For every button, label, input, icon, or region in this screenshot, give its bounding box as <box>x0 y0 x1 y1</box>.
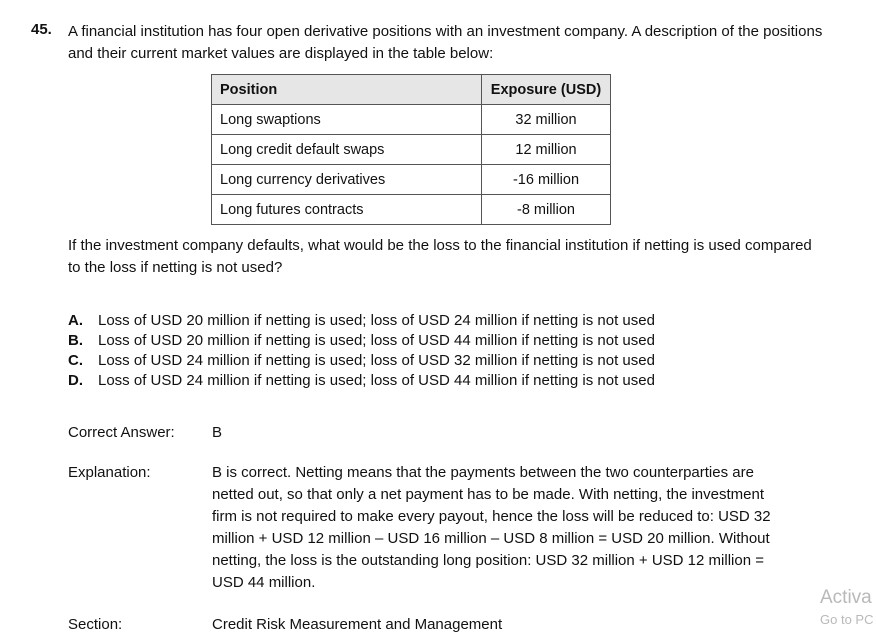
choice-text: Loss of USD 20 million if netting is used; loss of USD 24 million if netting is not used <box>98 312 655 329</box>
section-label: Section: <box>68 616 123 633</box>
choice-text: Loss of USD 20 million if netting is used; loss of USD 44 million if netting is not used <box>98 332 655 349</box>
exposure-cell: -8 million <box>482 195 611 225</box>
section-value: Credit Risk Measurement and Management <box>212 616 503 633</box>
table-row <box>212 195 611 225</box>
activation-watermark-title: Activa <box>820 587 872 608</box>
correct-answer-value: B <box>212 424 223 441</box>
choice-b <box>68 331 655 351</box>
header-position: Position <box>212 75 482 105</box>
choice-letter: B. <box>68 332 83 349</box>
choice-text: Loss of USD 24 million if netting is used; loss of USD 32 million if netting is not used <box>98 352 655 369</box>
choice-letter: D. <box>68 372 83 389</box>
explanation-label: Explanation: <box>68 464 151 481</box>
question-number: 45. <box>31 21 52 38</box>
table-row <box>212 165 611 195</box>
position-cell: Long credit default swaps <box>212 135 482 165</box>
activation-watermark-subtitle: Go to PC <box>820 612 874 627</box>
table-row <box>212 135 611 165</box>
question-stem: A financial institution has four open derivative positions with an investment company. A description of the positions and their current market values are displayed in the table below: <box>68 23 823 62</box>
correct-answer-label: Correct Answer: <box>68 424 175 441</box>
choice-letter: A. <box>68 312 83 329</box>
choice-a <box>68 311 655 331</box>
positions-table <box>211 74 611 225</box>
exposure-cell: 32 million <box>482 105 611 135</box>
choice-c <box>68 351 655 371</box>
question-prompt: If the investment company defaults, what would be the loss to the financial institution if netting is used compared to the loss if netting is not used? <box>68 237 812 276</box>
choice-text: Loss of USD 24 million if netting is used; loss of USD 44 million if netting is not used <box>98 372 655 389</box>
choice-letter: C. <box>68 352 83 369</box>
answer-choices <box>68 311 655 391</box>
position-cell: Long currency derivatives <box>212 165 482 195</box>
position-cell: Long swaptions <box>212 105 482 135</box>
header-exposure: Exposure (USD) <box>482 75 611 105</box>
table-header-row <box>212 75 611 105</box>
position-cell: Long futures contracts <box>212 195 482 225</box>
exposure-cell: -16 million <box>482 165 611 195</box>
exposure-cell: 12 million <box>482 135 611 165</box>
table-row <box>212 105 611 135</box>
explanation-text: B is correct. Netting means that the payments between the two counterparties are netted out, so that only a net payment has to be made. With netting, the investment firm is not required to make every payout, hence the loss will be reduced to: USD 32 million + USD 12 million – USD 16 million – USD 8 million = USD 20 million. Without netting, the loss is the outstanding long position: USD 32 million + USD 12 million = USD 44 million. <box>212 464 771 591</box>
choice-d <box>68 371 655 391</box>
